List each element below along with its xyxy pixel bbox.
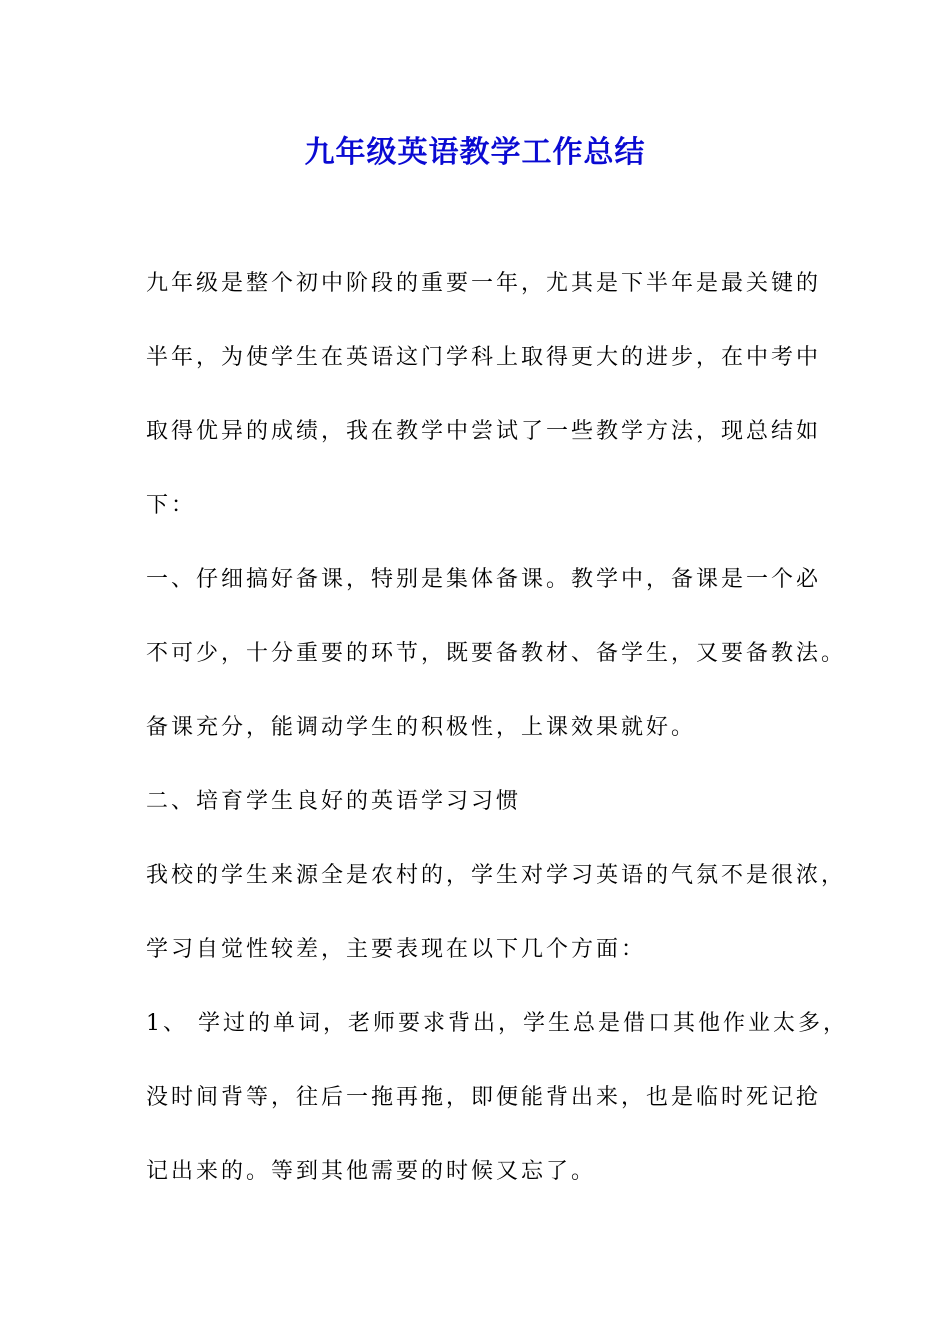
document-title: 九年级英语教学工作总结 xyxy=(304,135,646,170)
text-line: 九年级是整个初中阶段的重要一年，尤其是下半年是最关键的 xyxy=(146,271,822,296)
section-heading-2: 二、培育学生良好的英语学习习惯 xyxy=(146,789,522,814)
text-line: 取得优异的成绩，我在教学中尝试了一些教学方法，现总结如 xyxy=(146,419,822,444)
text-line: 半年，为使学生在英语这门学科上取得更大的进步，在中考中 xyxy=(146,345,822,370)
list-item-1: 1、 学过的单词，老师要求背出，学生总是借口其他作业太多， xyxy=(146,1011,848,1036)
text-line: 备课充分，能调动学生的积极性，上课效果就好。 xyxy=(146,715,697,740)
text-line: 下： xyxy=(146,493,197,518)
text-line: 没时间背等，往后一拖再拖，即便能背出来，也是临时死记抢 xyxy=(146,1085,822,1110)
text-line: 不可少，十分重要的环节，既要备教材、备学生，又要备教法。 xyxy=(146,641,847,666)
text-line: 记出来的。等到其他需要的时候又忘了。 xyxy=(146,1159,597,1184)
text-line: 学习自觉性较差，主要表现在以下几个方面： xyxy=(146,937,647,962)
document-body xyxy=(146,262,848,1224)
section-heading-1: 一、仔细搞好备课，特别是集体备课。教学中，备课是一个必 xyxy=(146,567,822,592)
text-line: 我校的学生来源全是农村的，学生对学习英语的气氛不是很浓， xyxy=(146,863,847,888)
